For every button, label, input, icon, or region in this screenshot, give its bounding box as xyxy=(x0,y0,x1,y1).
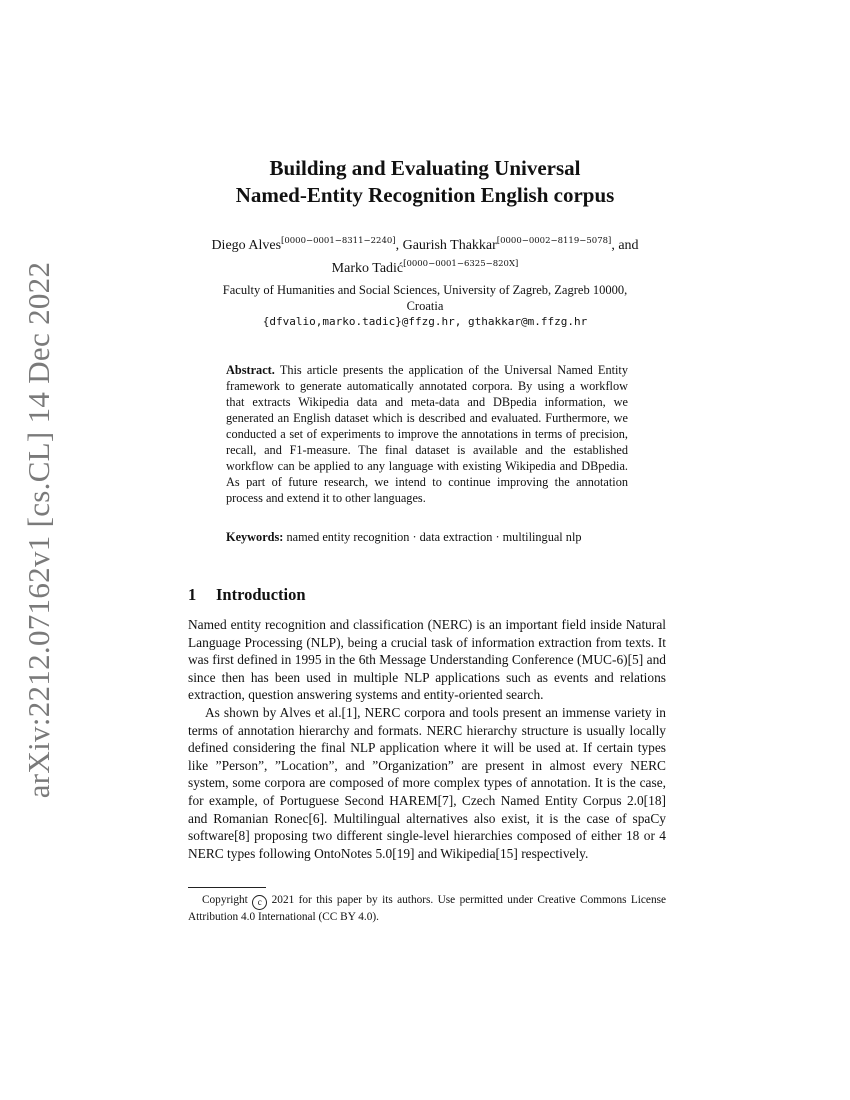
author-separator-2: , and xyxy=(611,238,639,253)
footnote-prefix: Copyright xyxy=(202,894,248,906)
arxiv-side-stamp xyxy=(14,261,64,799)
footnote-rule xyxy=(188,887,266,888)
paper-title xyxy=(140,155,710,209)
author-line-2 xyxy=(120,255,730,278)
author-2-name: Gaurish Thakkar xyxy=(402,238,497,253)
title-line-2: Named-Entity Recognition English corpus xyxy=(235,183,615,207)
section-number: 1 xyxy=(188,585,197,604)
author-3-name: Marko Tadić xyxy=(331,261,404,276)
copyright-footnote xyxy=(188,893,666,925)
abstract-text: This article presents the application of the Universal Named Entity framework to generate automatically annotated corpora. By using a workflow that extracts Wikipedia data and meta-data and DBpedia information, we generated an English dataset which is described and evaluated. Furthermore, we conducted a set of experiments to improve the annotations in terms of precision, recall, and F1-measure. The final dataset is available and the established workflow can be applied to any language with existing Wikipedia and DBpedia. As part of future research, we intend to continue improving the annotation process and extend it to other languages. xyxy=(226,363,628,505)
author-2-orcid: [0000−0002−8119−5078] xyxy=(496,236,612,246)
author-emails: {dfvalio,marko.tadic}@ffzg.hr, gthakkar@m.ffzg.hr xyxy=(262,315,588,328)
author-1-name: Diego Alves xyxy=(211,238,282,253)
abstract xyxy=(226,362,628,506)
paragraph-2: As shown by Alves et al.[1], NERC corpora and tools present an immense variety in terms of annotation hierarchy and formats. NERC hierarchy structure is usually locally defined considering the final NLP application where it will be used at. If certain types like ”Person”, ”Location”, and ”Organization” are present in almost every NERC system, some corpora are composed of more complex types of annotation. It is the case, for example, of Portuguese Second HAREM[7], Czech Named Entity Corpus 2.0[18] and Romanian Ronec[6]. Multilingual alternatives also exist, it is the case of spaCy software[8] proposing two different single-level hierarchies composed of either 18 or 4 NERC types following OntoNotes 5.0[19] and Wikipedia[15] respectively. xyxy=(188,704,666,861)
affiliation xyxy=(150,282,700,330)
section-title: Introduction xyxy=(216,585,306,604)
author-3-orcid: [0000−0001−6325−820X] xyxy=(403,259,519,269)
keywords xyxy=(226,529,628,545)
footnote-text: 2021 for this paper by its authors. Use permitted under Creative Commons License Attribution 4.0 International (CC BY 4.0). xyxy=(188,894,667,923)
arxiv-identifier: arXiv:2212.07162v1 [cs.CL] 14 Dec 2022 xyxy=(21,261,56,799)
author-line-1 xyxy=(120,232,730,255)
author-1-orcid: [0000−0001−8311−2240] xyxy=(281,236,396,246)
author-separator-1: , xyxy=(395,238,403,253)
keywords-label: Keywords: xyxy=(226,530,284,544)
keywords-text: named entity recognition · data extraction · multilingual nlp xyxy=(286,530,582,544)
author-list xyxy=(120,232,730,278)
section-heading xyxy=(188,585,306,605)
copyright-icon: c xyxy=(252,895,267,910)
title-line-1: Building and Evaluating Universal xyxy=(269,156,581,180)
affiliation-line-1: Faculty of Humanities and Social Sciences, University of Zagreb, Zagreb 10000, xyxy=(222,283,628,297)
section-body xyxy=(188,616,666,862)
abstract-label: Abstract. xyxy=(226,363,275,377)
paragraph-1: Named entity recognition and classification (NERC) is an important field inside Natural Language Processing (NLP), being a crucial task of information extraction from texts. It was first defined in 1995 in the 6th Message Understanding Conference (MUC-6)[5] and since then has been used in multiple NLP applications such as events and relations extraction, question answering systems and entity-oriented search. xyxy=(188,617,666,703)
affiliation-line-2: Croatia xyxy=(406,299,444,313)
